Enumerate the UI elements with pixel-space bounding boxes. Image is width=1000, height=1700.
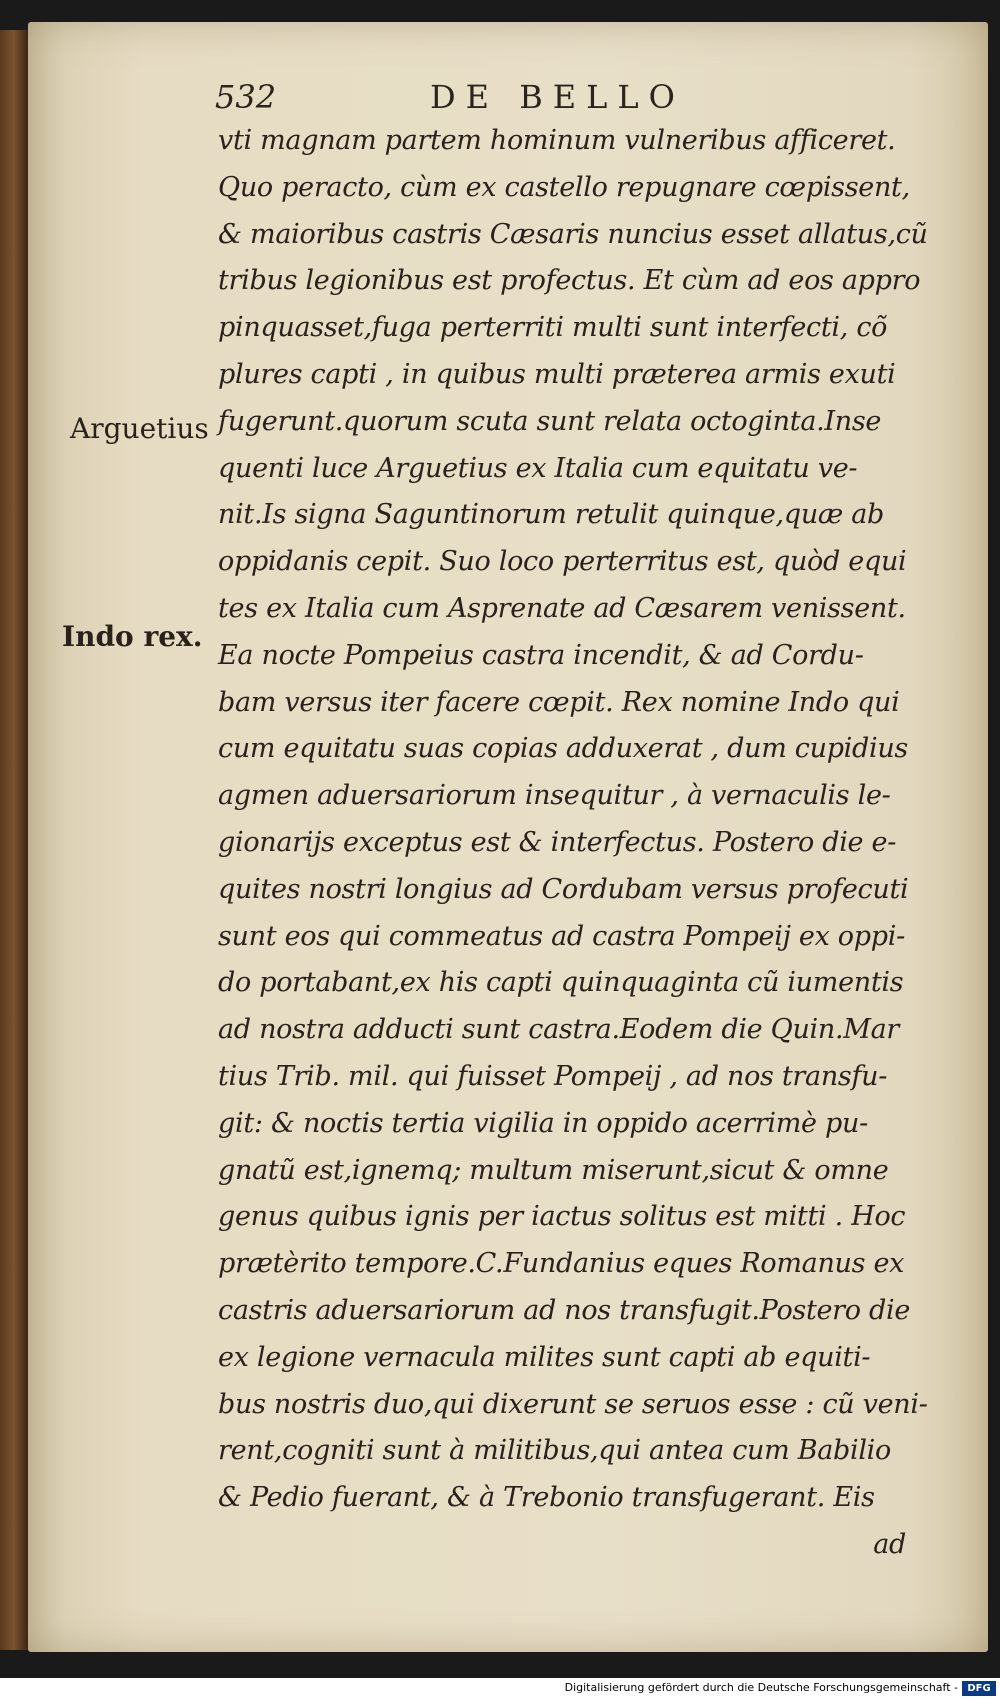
running-head: DE BELLO: [430, 78, 685, 116]
text-line: oppidanis cepit. Suo loco perterritus est, quòd equi: [218, 546, 907, 578]
text-line: sunt eos qui commeatus ad castra Pompeij ex oppi-: [218, 920, 905, 952]
footer-credit: Digitalisierung gefördert durch die Deutsche Forschungsgemeinschaft -: [564, 1681, 958, 1694]
margin-note-arguetius: Arguetius: [70, 412, 209, 445]
text-line: nit.Is signa Saguntinorum retulit quinque,quæ ab: [218, 499, 885, 531]
text-line: tribus legionibus est profectus. Et cùm ad eos appro: [218, 265, 921, 297]
text-line: fugerunt.quorum scuta sunt relata octoginta.Inse: [218, 405, 882, 437]
text-line: ex legione vernacula milites sunt capti ab equiti-: [218, 1341, 871, 1373]
text-line: tius Trib. mil. qui fuisset Pompeij , ad nos transfu-: [218, 1060, 888, 1092]
text-line: gionarijs exceptus est & interfectus. Postero die e-: [218, 826, 897, 858]
margin-note-indo: Indo rex.: [62, 620, 203, 653]
dfg-logo-icon: DFG: [962, 1681, 996, 1696]
text-line: git: & noctis tertia vigilia in oppido acerrimè pu-: [218, 1107, 868, 1139]
text-line: pinquasset,fuga perterriti multi sunt interfecti, cõ: [218, 312, 888, 344]
text-line: & maioribus castris Cæsaris nuncius esset allatus,cũ: [218, 218, 928, 250]
text-line: bam versus iter facere cœpit. Rex nomine Indo qui: [218, 686, 900, 718]
page-header: [185, 78, 925, 118]
text-line: ad nostra adducti sunt castra.Eodem die Quin.Mar: [218, 1014, 899, 1046]
book-spine: [0, 30, 28, 1650]
text-line: prætèrito tempore.C.Fundanius eques Romanus ex: [218, 1248, 905, 1280]
text-line: agmen aduersariorum insequitur , à vernaculis le-: [218, 780, 891, 812]
text-line: quenti luce Arguetius ex Italia cum equitatu ve-: [218, 452, 858, 484]
text-line: Quo peracto, cùm ex castello repugnare cœpissent,: [218, 171, 910, 203]
text-line: & Pedio fuerant, & à Trebonio transfugerant. Eis: [218, 1482, 875, 1514]
text-line: bus nostris duo,qui dixerunt se seruos esse : cũ veni-: [218, 1388, 928, 1420]
text-line: tes ex Italia cum Asprenate ad Cæsarem venissent.: [218, 592, 906, 624]
text-line: plures capti , in quibus multi præterea armis exuti: [218, 358, 896, 390]
text-line: Ea nocte Pompeius castra incendit, & ad Cordu-: [218, 639, 864, 671]
page-number: 532: [215, 78, 277, 116]
text-line: cum equitatu suas copias adduxerat , dum cupidius: [218, 733, 908, 765]
catchword: ad: [873, 1528, 906, 1560]
body-text: [218, 118, 948, 1569]
text-line: genus quibus ignis per iactus solitus est mitti . Hoc: [218, 1201, 906, 1233]
text-line: do portabant,ex his capti quinquaginta cũ iumentis: [218, 967, 904, 999]
digitization-footer: [0, 1678, 1000, 1700]
text-line: gnatũ est,ignemq; multum miserunt,sicut & omne: [218, 1154, 889, 1186]
text-line: rent,cogniti sunt à militibus,qui antea cum Babilio: [218, 1435, 891, 1467]
text-line: castris aduersariorum ad nos transfugit.Postero die: [218, 1294, 911, 1326]
text-line: vti magnam partem hominum vulneribus afficeret.: [218, 125, 896, 156]
text-line: quites nostri longius ad Cordubam versus profecuti: [218, 873, 909, 905]
